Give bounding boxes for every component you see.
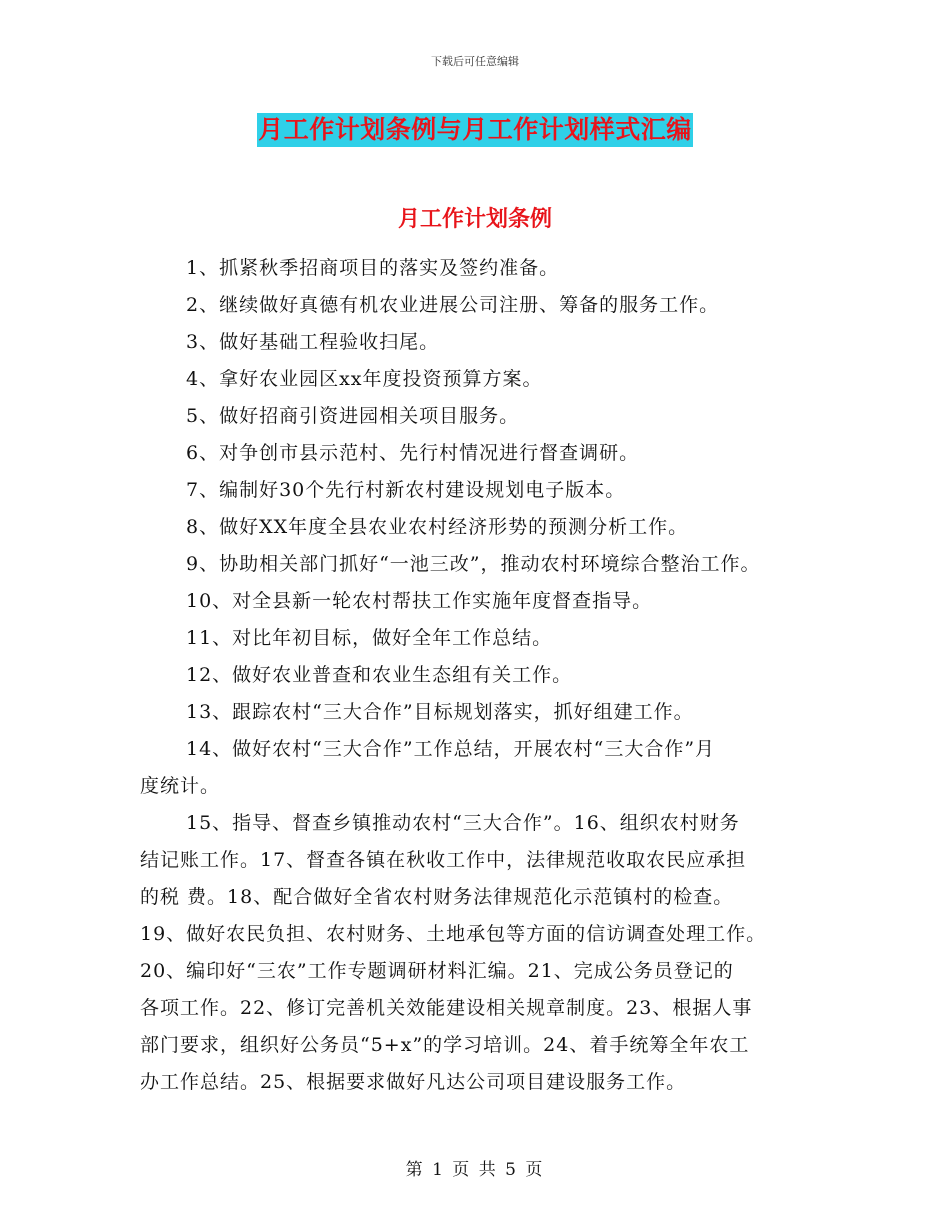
plan-item: 1、抓紧秋季招商项目的落实及签约准备。	[186, 257, 560, 279]
plan-item: 7、编制好30个先行村新农村建设规划电子版本。	[186, 479, 626, 501]
paragraph-line: 15、指导、督查乡镇推动农村“三大合作”。16、组织农村财务	[186, 812, 740, 834]
plan-item: 3、做好基础工程验收扫尾。	[186, 331, 440, 353]
header-note: 下载后可任意编辑	[431, 55, 519, 68]
plan-item: 2、继续做好真德有机农业进展公司注册、筹备的服务工作。	[186, 294, 720, 316]
plan-item: 11、对比年初目标，做好全年工作总结。	[186, 627, 553, 649]
document-title-text: 月工作计划条例与月工作计划样式汇编	[257, 113, 693, 147]
paragraph-line: 各项工作。22、修订完善机关效能建设相关规章制度。23、根据人事	[140, 997, 753, 1019]
paragraph-line: 结记账工作。17、督查各镇在秋收工作中，法律规范收取农民应承担	[140, 849, 747, 871]
plan-item: 8、做好XX年度全县农业农村经济形势的预测分析工作。	[186, 516, 689, 538]
paragraph-line: 度统计。	[140, 775, 221, 797]
paragraph-line: 的税 费。18、配合做好全省农村财务法律规范化示范镇村的检查。	[140, 886, 734, 908]
plan-item: 9、协助相关部门抓好“一池三改”，推动农村环境综合整治工作。	[186, 553, 761, 575]
plan-items-15-25-paragraph	[140, 805, 830, 1101]
plan-item: 5、做好招商引资进园相关项目服务。	[186, 405, 520, 427]
plan-item: 13、跟踪农村“三大合作”目标规划落实，抓好组建工作。	[186, 701, 694, 723]
paragraph-line: 14、做好农村“三大合作”工作总结，开展农村“三大合作”月	[186, 738, 716, 760]
plan-item: 6、对争创市县示范村、先行村情况进行督查调研。	[186, 442, 640, 464]
plan-item: 4、拿好农业园区xx年度投资预算方案。	[186, 368, 543, 390]
plan-item-list	[140, 250, 830, 731]
plan-item: 10、对全县新一轮农村帮扶工作实施年度督查指导。	[186, 590, 653, 612]
page-number-footer: 第 1 页 共 5 页	[405, 1160, 545, 1180]
paragraph-line: 部门要求，组织好公务员“5+x”的学习培训。24、着手统筹全年农工	[140, 1034, 750, 1056]
plan-item-14-paragraph	[140, 731, 830, 805]
plan-item: 12、做好农业普查和农业生态组有关工作。	[186, 664, 573, 686]
paragraph-line: 20、编印好“三农”工作专题调研材料汇编。21、完成公务员登记的	[140, 960, 734, 982]
document-title	[0, 113, 950, 147]
paragraph-line: 19、做好农民负担、农村财务、土地承包等方面的信访调查处理工作。	[140, 923, 767, 945]
paragraph-line: 办工作总结。25、根据要求做好凡达公司项目建设服务工作。	[140, 1071, 687, 1093]
section-title: 月工作计划条例	[397, 206, 552, 232]
